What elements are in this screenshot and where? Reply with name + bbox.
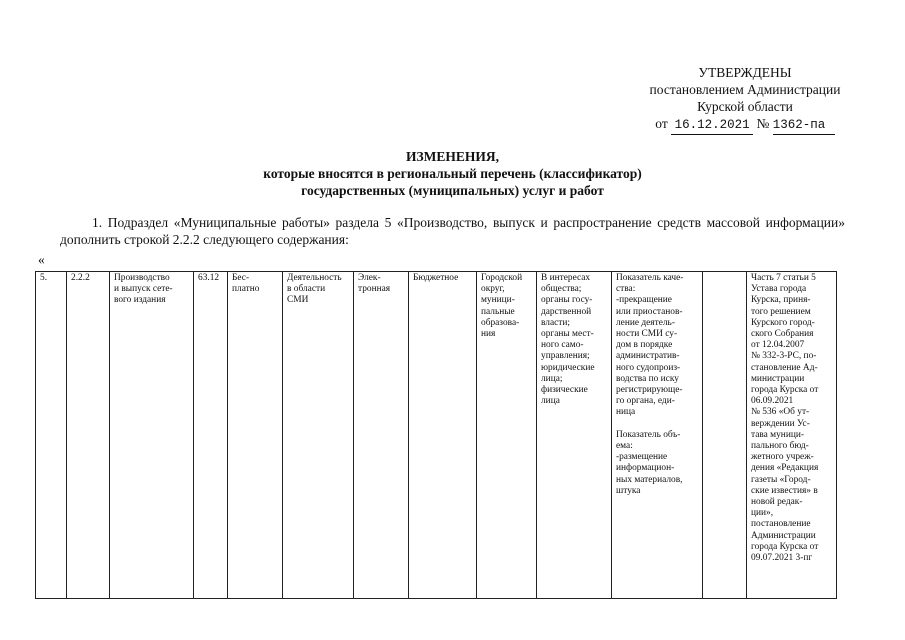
- cell-number: 5.: [36, 272, 67, 599]
- cell-consumers: В интересах общества; органы госу- дарственной власти; органы мест- ного само- управления; юридические лица; физические лица: [537, 272, 612, 599]
- cell-okved: 63.12: [194, 272, 228, 599]
- cell-activity: Деятельность в области СМИ: [283, 272, 354, 599]
- approval-line-2: Курской области: [697, 99, 793, 114]
- approval-heading: УТВЕРЖДЕНЫ: [698, 65, 792, 80]
- approval-number: 1362-па: [773, 117, 835, 135]
- paragraph-text: 1. Подраздел «Муниципальные работы» раздела 5 «Производство, выпуск и распространение средств массовой информации» дополнить строкой 2.2.2 следующего содержания:: [60, 215, 845, 247]
- approval-date: 16.12.2021: [671, 117, 753, 135]
- cell-empty: [703, 272, 747, 599]
- cell-legal-basis: Часть 7 статьи 5 Устава города Курска, приня- того решением Курского город- ского Собрания от 12.04.2007 № 332-3-РС, по- становление Ад- министрации города Курска от 06.09.2021 № 536 «Об ут- верждении Ус- тава муници- пального бюд- жетного учреж- дения «Редакция газеты «Город- ские известия» в новой редак- ции», постановление Администрации города Курска от 09.07.2021 3-пг: [747, 272, 837, 599]
- cell-code: 2.2.2: [67, 272, 110, 599]
- approval-date-line: [600, 115, 890, 135]
- title-sub-2: государственных (муниципальных) услуг и работ: [301, 183, 604, 198]
- cell-indicators: Показатель каче- ства: -прекращение или приостанов- ление деятель- ности СМИ су- дом в порядке административ- ного судопроиз- водства по иску регистрирующе- го органа, еди- ница Показатель объ- ема: -размещение информацион- ных материалов, штука: [612, 272, 703, 599]
- cell-payment: Бес- платно: [228, 272, 283, 599]
- approval-block: [600, 64, 890, 135]
- opening-quote: «: [38, 252, 45, 267]
- cell-form: Элек- тронная: [354, 272, 409, 599]
- body-paragraph: [60, 214, 845, 248]
- cell-work-name: Производство и выпуск сете- вого издания: [110, 272, 194, 599]
- title-sub-1: которые вносятся в региональный перечень (классификатор): [263, 166, 642, 181]
- classifier-table: [35, 271, 837, 599]
- title-main: ИЗМЕНЕНИЯ,: [405, 149, 499, 164]
- date-prefix: от: [655, 116, 668, 131]
- document-title: [0, 148, 905, 199]
- table-row: [36, 272, 837, 599]
- approval-line-1: постановлением Администрации: [649, 82, 841, 97]
- cell-territory: Городской округ, муници- пальные образова- ния: [477, 272, 537, 599]
- number-prefix: №: [756, 116, 770, 131]
- cell-institution-type: Бюджетное: [409, 272, 477, 599]
